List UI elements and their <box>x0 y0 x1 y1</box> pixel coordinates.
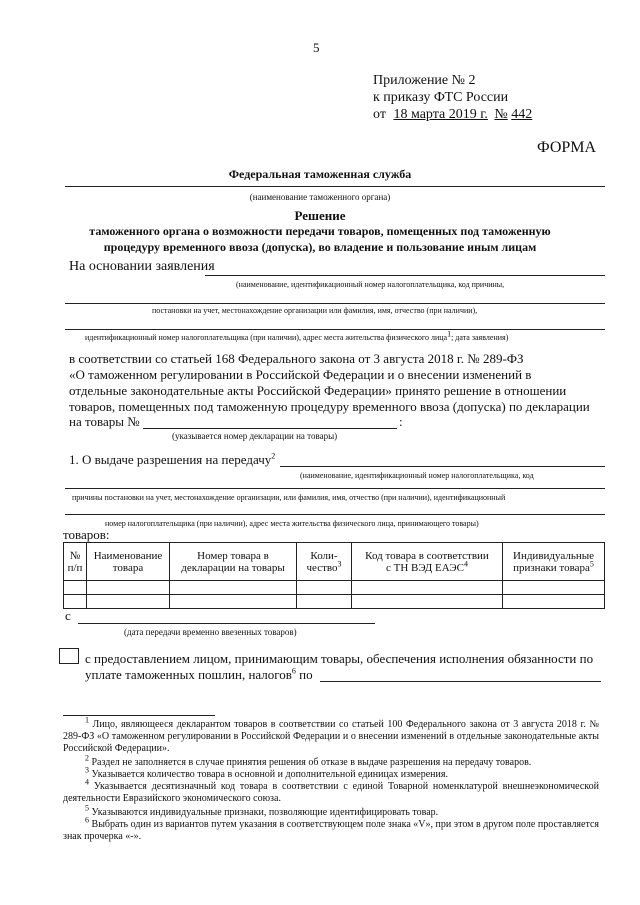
declaration-caption: (указывается номер декларации на товары) <box>172 431 338 441</box>
goods-label: товаров: <box>63 527 110 542</box>
table-cell <box>87 581 170 595</box>
appendix-line1: Приложение № 2 <box>373 73 476 88</box>
footnote-1: $^1$ Лицо, являющееся декларантом товаров в соответствии со статьей 100 Федерального закона от 3 августа 2018 г. № 289-ФЗ «О таможенном регулировании в Российской Федерации и о внесении изменений в отдельные законодательные акты Российской Федерации». <box>63 715 599 754</box>
appendix-date: 18 марта 2019 г. <box>393 107 488 122</box>
section1-caption2: причины постановки на учет, местонахождение организации, или фамилия, имя, отчество (при наличии), идентификационный <box>72 493 506 502</box>
agency-caption: (наименование таможенного органа) <box>249 192 391 202</box>
option-line1: с предоставлением лицом, принимающим товары, обеспечения исполнения обязанности по <box>85 651 594 666</box>
table-row <box>64 595 605 609</box>
goods-table <box>63 542 605 609</box>
decision-subtitle-line1: таможенного органа о возможности передачи товаров, помещенных под таможенную <box>89 224 551 238</box>
decision-subtitle-line2: процедуру временного ввоза (допуска), во владение и пользование иным лицам <box>103 240 537 254</box>
appendix-from-label: от <box>373 107 386 122</box>
section1-caption3: номер налогоплательщика (при наличии), адрес места жительства физического лица, принимающего товары) <box>105 519 479 528</box>
section1-label: 1. О выдаче разрешения на передачу$^2$ <box>69 451 276 467</box>
from-date-caption: (дата передачи временно ввезенных товаров) <box>124 627 297 637</box>
option-line2: уплате таможенных пошлин, налогов$^6$ по <box>85 666 313 682</box>
security-checkbox[interactable] <box>59 648 79 664</box>
table-row <box>64 581 605 595</box>
table-cell <box>170 581 297 595</box>
header-cell-number: № п/п <box>64 543 87 581</box>
body-text-line5: на товары № <box>69 414 140 429</box>
from-date-label: с <box>65 608 71 623</box>
basis-caption1: (наименование, идентификационный номер налогоплательщика, код причины, <box>236 280 505 289</box>
appendix-line2: к приказу ФТС России <box>373 90 509 105</box>
appendix-date-line <box>373 107 555 123</box>
table-cell <box>64 581 87 595</box>
footnote-3: $^3$ Указывается количество товара в основной и дополнительной единицах измерения. <box>85 765 448 780</box>
section1-caption1: (наименование, идентификационный номер налогоплательщика, код <box>300 471 534 480</box>
footnote-5: $^5$ Указываются индивидуальные признаки, позволяющие идентифицировать товар. <box>85 803 439 818</box>
table-cell <box>170 595 297 609</box>
page-number: 5 <box>313 40 320 55</box>
header-cell-code: Код товара в соответствии с ТН ВЭД ЕАЭС$^4$ <box>352 543 503 581</box>
header-cell-name: Наименование товара <box>87 543 170 581</box>
section1-rule3 <box>65 514 605 515</box>
from-date-rule <box>78 623 375 624</box>
body-text-line1: в соответствии со статьей 168 Федерального закона от 3 августа 2018 г. № 289-ФЗ <box>69 351 524 366</box>
form-label: ФОРМА <box>537 139 597 156</box>
appendix-number-label: № <box>494 107 508 122</box>
footnote-2: $^2$ Раздел не заполняется в случае принятия решения об отказе в выдаче разрешения на передачу товаров. <box>85 753 532 768</box>
decision-title: Решение <box>294 208 346 223</box>
table-header-row <box>64 543 605 581</box>
table-cell <box>352 581 503 595</box>
footnote-6: $^6$ Выбрать один из вариантов путем указания в соответствующем поле знака «V», при этом в другом поле проставляется знак прочерка «-». <box>63 815 599 842</box>
agency-name: Федеральная таможенная служба <box>228 167 412 181</box>
table-cell <box>64 595 87 609</box>
basis-caption2: постановки на учет, местонахождение организации или фамилия, имя, отчество (при наличии), <box>152 306 478 315</box>
header-cell-features: Индивидуальные признаки товара$^5$ <box>503 543 605 581</box>
table-cell <box>297 595 352 609</box>
table-cell <box>352 595 503 609</box>
basis-rule1 <box>205 275 605 276</box>
basis-caption3: идентификационный номер налогоплательщика (при наличии), адрес места жительства физического лица1; дата заявления) <box>85 329 509 342</box>
header-cell-quantity: Коли- чество$^3$ <box>297 543 352 581</box>
basis-label: На основании заявления <box>69 259 215 274</box>
table-cell <box>503 595 605 609</box>
body-text-line2: «О таможенном регулировании в Российской Федерации и о внесении изменений в <box>69 367 532 382</box>
table-cell <box>297 581 352 595</box>
section1-rule2 <box>65 488 605 489</box>
table-cell <box>503 581 605 595</box>
body-text-colon: : <box>399 414 403 429</box>
table-cell <box>87 595 170 609</box>
footnote-4: $^4$ Указывается десятизначный код товара в соответствии с единой Товарной номенклатурой внешнеэкономической деятельности Евразийского экономического союза. <box>63 777 600 804</box>
body-text-line4: товаров, помещенных под таможенную процедуру временного ввоза (допуска) по декларации <box>69 399 590 414</box>
declaration-rule <box>143 428 397 429</box>
basis-rule3 <box>65 329 605 330</box>
appendix-number: 442 <box>511 107 533 122</box>
option-rule <box>320 681 601 682</box>
basis-rule2 <box>65 303 605 304</box>
section1-rule1 <box>280 466 605 467</box>
header-cell-item-number: Номер товара в декларации на товары <box>170 543 297 581</box>
agency-rule <box>65 186 605 187</box>
body-text-line3: отдельные законодательные акты Российской Федерации» принято решение в отношении <box>69 383 567 398</box>
